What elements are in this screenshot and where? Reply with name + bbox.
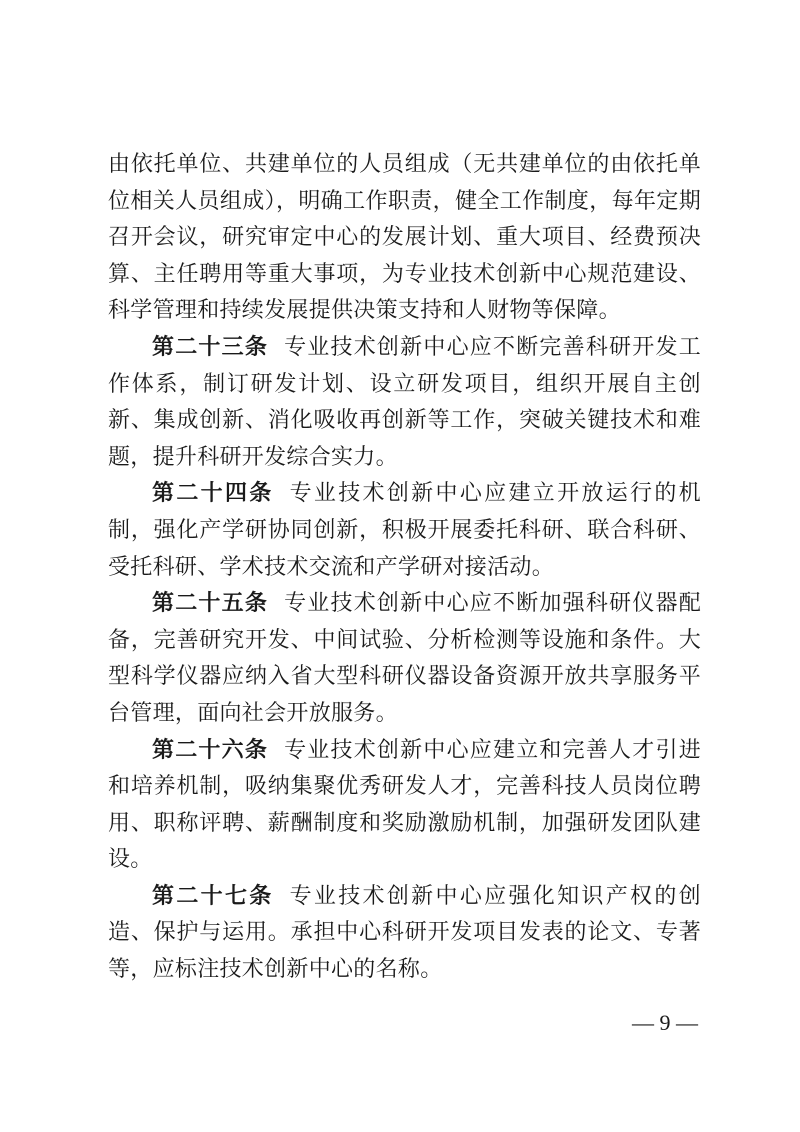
paragraph-text: 由依托单位、共建单位的人员组成（无共建单位的由依托单位相关人员组成），明确工作职责，健全工作制度，每年定期召开会议，研究审定中心的发展计划、重大项目、经费预决算、主任聘用等重大事项，为专业技术创新中心规范建设、科学管理和持续发展提供决策支持和人财物等保障。 bbox=[108, 152, 701, 324]
article-text: 专业技术创新中心应不断完善科研开发工作体系，制订研发计划、设立研发项目，组织开展自主创新、集成创新、消化吸收再创新等工作，突破关键技术和难题，提升科研开发综合实力。 bbox=[108, 334, 701, 470]
document-body bbox=[108, 147, 701, 989]
article-title: 第二十六条 bbox=[152, 737, 269, 763]
article-26 bbox=[108, 733, 701, 879]
article-title: 第二十四条 bbox=[152, 481, 274, 507]
paragraph-continuation bbox=[108, 147, 701, 330]
article-title: 第二十五条 bbox=[152, 591, 269, 617]
article-text: 专业技术创新中心应不断加强科研仪器配备，完善研究开发、中间试验、分析检测等设施和条件。大型科学仪器应纳入省大型科研仪器设备资源开放共享服务平台管理，面向社会开放服务。 bbox=[108, 591, 701, 726]
article-text: 专业技术创新中心应建立开放运行的机制，强化产学研协同创新，积极开展委托科研、联合科研、受托科研、学术技术交流和产学研对接活动。 bbox=[108, 481, 701, 580]
article-25 bbox=[108, 586, 701, 732]
article-24 bbox=[108, 476, 701, 586]
article-text: 专业技术创新中心应建立和完善人才引进和培养机制，吸纳集聚优秀研发人才，完善科技人员岗位聘用、职称评聘、薪酬制度和奖励激励机制，加强研发团队建设。 bbox=[108, 737, 701, 873]
article-title: 第二十三条 bbox=[152, 334, 269, 360]
article-27 bbox=[108, 879, 701, 989]
article-23 bbox=[108, 330, 701, 476]
article-title: 第二十七条 bbox=[152, 883, 274, 909]
page-number: — 9 — bbox=[632, 1010, 698, 1035]
article-text: 专业技术创新中心应强化知识产权的创造、保护与运用。承担中心科研开发项目发表的论文、专著等，应标注技术创新中心的名称。 bbox=[108, 883, 701, 983]
